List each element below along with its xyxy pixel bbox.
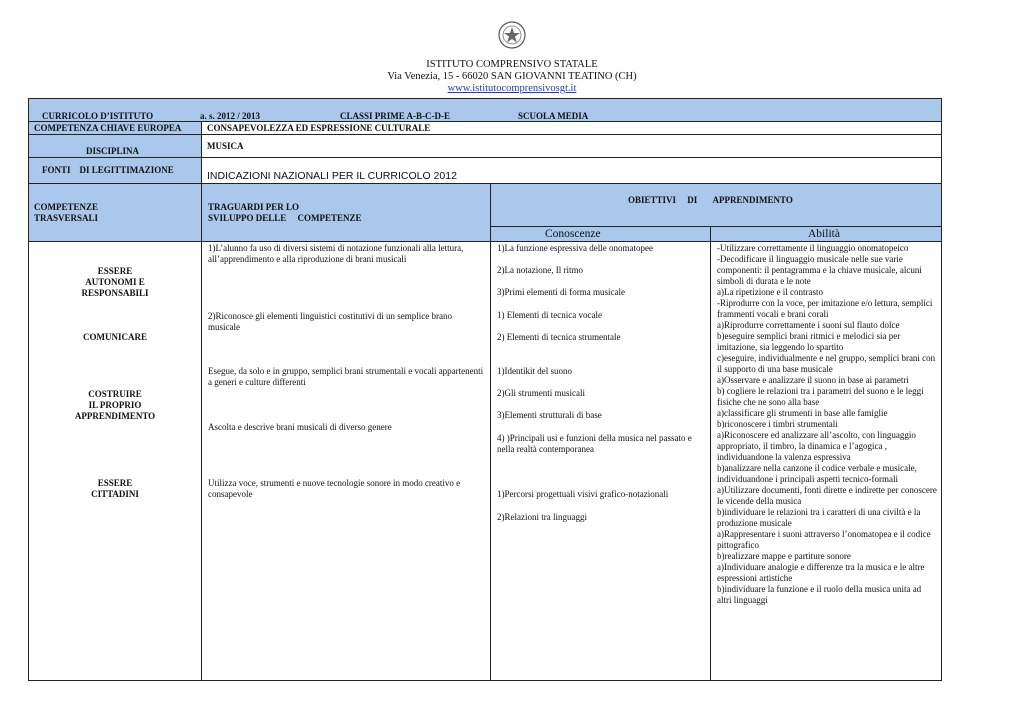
- curricolo-title: CURRICOLO D’ISTITUTO: [42, 111, 154, 121]
- competenza-label: COMPETENZA CHIAVE EUROPEA: [34, 123, 182, 133]
- conoscenza-5: 2) Elementi di tecnica strumentale: [497, 332, 621, 342]
- school-website-link[interactable]: www.istitutocomprensivosgt.it: [447, 83, 577, 94]
- conoscenza-4: 1) Elementi di tecnica vocale: [497, 310, 602, 320]
- conoscenza-11: 2)Relazioni tra linguaggi: [497, 512, 587, 522]
- competenza-cittadini: ESSERE CITTADINI: [91, 478, 139, 499]
- traguardo-2: 2)Riconosce gli elementi linguistici costitutivi di un semplice brano musicale: [208, 311, 452, 332]
- conoscenza-1: 1)La funzione espressiva delle onomatopee: [497, 243, 653, 253]
- obiettivi-divider: [490, 226, 942, 227]
- school-year: a. s. 2012 / 2013: [200, 111, 261, 121]
- competenza-comunicare: COMUNICARE: [83, 332, 147, 342]
- obiettivi-subdivider: [710, 226, 711, 242]
- obiettivi-header: OBIETTIVI DI APPRENDIMENTO: [628, 195, 793, 205]
- conoscenza-6: 1)Identikit del suono: [497, 366, 572, 376]
- traguardo-5: Utilizza voce, strumenti e nuove tecnologie sonore in modo creativo e consapevole: [208, 478, 461, 499]
- abilita-list: -Utilizzare correttamente il linguaggio onomatopeico -Decodificare il linguaggio musicale nelle sue varie componenti: il pentagramma e la chiave musicale, alcuni simboli di durata e le note a)La ripetizione e il contrasto -Riprodurre con la voce, per imitazione e/o lettura, semplici frammenti vocali e brani corali a)Riprodurre correttamente i suoni sul flauto dolce b)eseguire semplici brani ritmici e melodici sia per imitazione, sia leggendo lo spartito c)eseguire, individualmente e nel gruppo, semplici brani con il supporto di una base musicale a)Osservare e analizzare il suono in base ai parametri b) cogliere le relazioni tra i parametri del suono e le leggi fisiche che ne sono alla base a)classificare gli strumenti in base alle famiglie b)riconoscere i timbri strumentali a)Riconoscere ed analizzare all’ascolto, con linguaggio appropriato, il timbro, la dinamica e l’agogica , individuandone la valenza espressiva b)analizzare nella canzone il codice verbale e musicale, individuandone i principali aspetti tecnico-formali a)Utilizzare documenti, fonti dirette e indirette per conoscere le vicende della musica b)individuare le relazioni tra i caratteri di una civiltà e la produzione musicale a)Rappresentare i suoni attraverso l’onomatopea e il codice pittografico b)realizzare mappe e partiture sonore a)Individuare analogie e differenze tra la musica e le altre espressioni artistiche b)individuare la funzione e il ruolo della musica unita ad altri linguaggi: [717, 243, 937, 605]
- conoscenze-body-cell: [490, 241, 711, 681]
- traguardo-4: Ascolta e descrive brani musicali di diverso genere: [208, 422, 392, 432]
- disciplina-value-cell: [201, 134, 942, 158]
- competenza-value: CONSAPEVOLEZZA ED ESPRESSIONE CULTURALE: [207, 123, 431, 133]
- disciplina-value: MUSICA: [207, 141, 244, 151]
- republic-emblem-icon: [497, 20, 527, 50]
- school-level: SCUOLA MEDIA: [518, 111, 589, 121]
- traguardo-3: Esegue, da solo e in gruppo, semplici brani strumentali e vocali appartenenti a generi e culture differenti: [208, 366, 484, 387]
- fonti-label: FONTI DI LEGITTIMAZIONE: [42, 165, 174, 175]
- classes: CLASSI PRIME A-B-C-D-E: [340, 111, 451, 121]
- conoscenza-8: 3)Elementi strutturali di base: [497, 410, 602, 420]
- competenze-header: COMPETENZE TRASVERSALI: [34, 202, 99, 223]
- competenza-autonomi: ESSERE AUTONOMI E RESPONSABILI: [81, 266, 149, 298]
- school-name: ISTITUTO COMPRENSIVO STATALE: [426, 59, 598, 70]
- traguardo-1: 1)L’alunno fa uso di diversi sistemi di notazione funzionali alla lettura, all’apprendimento e alla riproduzione di brani musicali: [208, 243, 464, 264]
- traguardi-header: TRAGUARDI PER LO SVILUPPO DELLE COMPETENZE: [208, 202, 362, 223]
- disciplina-label: DISCIPLINA: [86, 146, 140, 156]
- conoscenza-9: 4) )Principali usi e funzioni della musica nel passato e nella realtà contemporanea: [497, 433, 692, 454]
- conoscenza-2: 2)La notazione, Il ritmo: [497, 265, 583, 275]
- conoscenza-7: 2)Gli strumenti musicali: [497, 388, 585, 398]
- title-row: [28, 98, 942, 122]
- conoscenza-3: 3)Primi elementi di forma musicale: [497, 287, 625, 297]
- traguardi-body-cell: [201, 241, 491, 681]
- abilita-header: Abilità: [808, 228, 840, 240]
- conoscenze-header: Conoscenze: [545, 228, 601, 240]
- competenza-costruire: COSTRUIRE IL PROPRIO APPRENDIMENTO: [74, 389, 156, 421]
- school-address: Via Venezia, 15 - 66020 SAN GIOVANNI TEATINO (CH): [387, 71, 637, 82]
- fonti-value: INDICAZIONI NAZIONALI PER IL CURRICOLO 2012: [207, 170, 457, 182]
- competenze-body-cell: [28, 241, 202, 681]
- conoscenza-10: 1)Percorsi progettuali visivi grafico-notazionali: [497, 489, 669, 499]
